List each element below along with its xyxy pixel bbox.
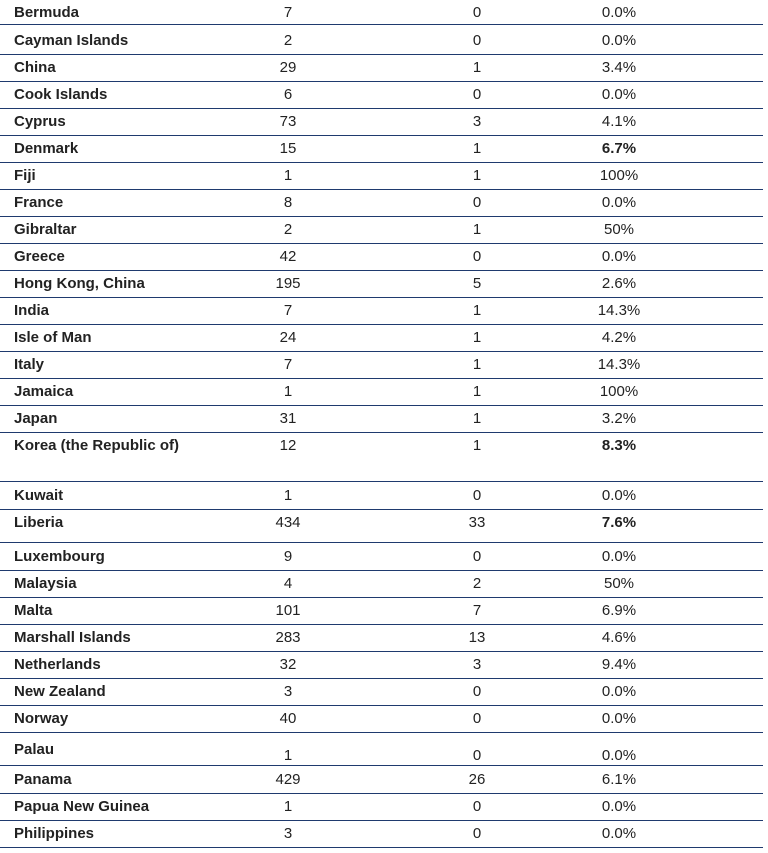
table-row [0,82,763,109]
inspections-cell: 12 [279,437,297,454]
inspections-cell: 7 [283,302,293,319]
table-row [0,433,763,482]
detentions-cell: 3 [472,656,482,673]
detentions-cell: 1 [472,140,482,157]
detention-rate-cell: 0.0% [601,548,637,565]
inspections-cell: 9 [283,548,293,565]
table-row [0,794,763,821]
country-cell: New Zealand [14,683,106,700]
country-cell: Panama [14,771,72,788]
detention-rate-cell: 0.0% [601,86,637,103]
inspections-cell: 1 [283,383,293,400]
detention-rate-cell: 0.0% [601,710,637,727]
country-cell: Gibraltar [14,221,77,238]
detention-rate-cell: 7.6% [601,514,637,531]
detentions-cell: 1 [472,221,482,238]
table-row [0,325,763,352]
table-row [0,544,763,571]
country-cell: Netherlands [14,656,101,673]
inspections-cell: 1 [283,747,293,764]
detention-rate-cell: 0.0% [601,747,637,764]
detentions-cell: 33 [468,514,486,531]
detentions-cell: 1 [472,167,482,184]
detention-rate-cell: 0.0% [601,194,637,211]
detentions-cell: 1 [472,383,482,400]
table-row [0,217,763,244]
detention-rate-cell: 100% [599,167,639,184]
detention-rate-cell: 3.4% [601,59,637,76]
detentions-cell: 1 [472,329,482,346]
inspections-cell: 6 [283,86,293,103]
detentions-cell: 0 [472,548,482,565]
country-cell: Marshall Islands [14,629,131,646]
detention-rate-cell: 0.0% [601,248,637,265]
detentions-cell: 0 [472,32,482,49]
detention-rate-cell: 2.6% [601,275,637,292]
inspections-cell: 7 [283,356,293,373]
inspections-cell: 1 [283,167,293,184]
inspections-cell: 24 [279,329,297,346]
table-row [0,406,763,433]
table-row [0,571,763,598]
inspections-cell: 1 [283,798,293,815]
detention-rate-cell: 4.1% [601,113,637,130]
inspections-cell: 7 [283,4,293,21]
detentions-cell: 0 [472,248,482,265]
inspections-cell: 29 [279,59,297,76]
detention-rate-cell: 0.0% [601,825,637,842]
table-row [0,298,763,325]
table-row [0,767,763,794]
table-row [0,821,763,848]
country-cell: Cook Islands [14,86,108,103]
inspections-cell: 195 [275,275,301,292]
detentions-cell: 1 [472,356,482,373]
detention-rate-cell: 3.2% [601,410,637,427]
table-row [0,510,763,543]
inspections-cell: 31 [279,410,297,427]
country-cell: Korea (the Republic of) [14,437,180,454]
detention-rate-cell: 4.6% [601,629,637,646]
detentions-cell: 1 [472,59,482,76]
country-cell: Greece [14,248,65,265]
detention-rate-cell: 8.3% [601,437,637,454]
country-cell: France [14,194,64,211]
country-cell: Fiji [14,167,36,184]
detention-rate-cell: 0.0% [601,683,637,700]
table-row [0,163,763,190]
table-row [0,136,763,163]
detentions-cell: 3 [472,113,482,130]
table-row [0,0,763,25]
inspections-cell: 4 [283,575,293,592]
table-row [0,652,763,679]
table-row [0,109,763,136]
detentions-cell: 0 [472,4,482,21]
country-cell: China [14,59,56,76]
inspections-cell: 3 [283,683,293,700]
detentions-cell: 0 [472,194,482,211]
detention-rate-cell: 6.9% [601,602,637,619]
country-cell: Palau [14,741,55,758]
detentions-cell: 1 [472,410,482,427]
table-row [0,271,763,298]
inspections-cell: 101 [275,602,301,619]
table-row [0,352,763,379]
table-row [0,625,763,652]
country-cell: Cyprus [14,113,66,130]
detentions-cell: 1 [472,302,482,319]
country-cell: Bermuda [14,4,80,21]
detentions-cell: 2 [472,575,482,592]
country-cell: Italy [14,356,45,373]
table-row [0,598,763,625]
table-row [0,483,763,510]
detention-rate-cell: 6.1% [601,771,637,788]
detentions-cell: 0 [472,683,482,700]
detention-rate-cell: 100% [599,383,639,400]
detentions-cell: 0 [472,710,482,727]
detentions-cell: 26 [468,771,486,788]
detentions-cell: 13 [468,629,486,646]
detentions-cell: 0 [472,86,482,103]
detention-rate-cell: 0.0% [601,487,637,504]
country-cell: Malaysia [14,575,77,592]
country-cell: Kuwait [14,487,64,504]
inspections-cell: 73 [279,113,297,130]
table-row [0,379,763,406]
inspections-cell: 3 [283,825,293,842]
country-cell: Denmark [14,140,79,157]
inspections-cell: 8 [283,194,293,211]
country-cell: Malta [14,602,53,619]
detentions-cell: 7 [472,602,482,619]
table-row [0,28,763,55]
country-cell: Liberia [14,514,64,531]
table-row [0,244,763,271]
table-row [0,55,763,82]
inspections-cell: 283 [275,629,301,646]
country-cell: Jamaica [14,383,74,400]
country-cell: Papua New Guinea [14,798,150,815]
detention-rate-cell: 50% [603,575,635,592]
detention-rate-cell: 50% [603,221,635,238]
country-cell: Norway [14,710,69,727]
detention-rate-cell: 9.4% [601,656,637,673]
inspections-cell: 2 [283,221,293,238]
country-cell: Isle of Man [14,329,92,346]
detentions-cell: 0 [472,487,482,504]
country-cell: Hong Kong, China [14,275,145,292]
detentions-cell: 1 [472,437,482,454]
detentions-cell: 0 [472,798,482,815]
detention-rate-cell: 6.7% [601,140,637,157]
table-row [0,733,763,766]
detention-rate-cell: 0.0% [601,4,637,21]
country-cell: India [14,302,50,319]
table-row [0,190,763,217]
inspections-cell: 1 [283,487,293,504]
detentions-cell: 5 [472,275,482,292]
inspections-cell: 32 [279,656,297,673]
table-row [0,679,763,706]
detention-rate-cell: 14.3% [597,302,641,319]
detention-rate-cell: 0.0% [601,32,637,49]
country-cell: Cayman Islands [14,32,129,49]
inspections-cell: 15 [279,140,297,157]
inspections-cell: 2 [283,32,293,49]
inspections-cell: 434 [275,514,301,531]
inspections-cell: 42 [279,248,297,265]
detention-rate-cell: 14.3% [597,356,641,373]
detentions-cell: 0 [472,747,482,764]
inspections-cell: 429 [275,771,301,788]
table-row [0,706,763,733]
country-cell: Luxembourg [14,548,105,565]
detentions-cell: 0 [472,825,482,842]
country-cell: Japan [14,410,58,427]
inspections-cell: 40 [279,710,297,727]
country-cell: Philippines [14,825,95,842]
detention-rate-cell: 4.2% [601,329,637,346]
detention-rate-cell: 0.0% [601,798,637,815]
